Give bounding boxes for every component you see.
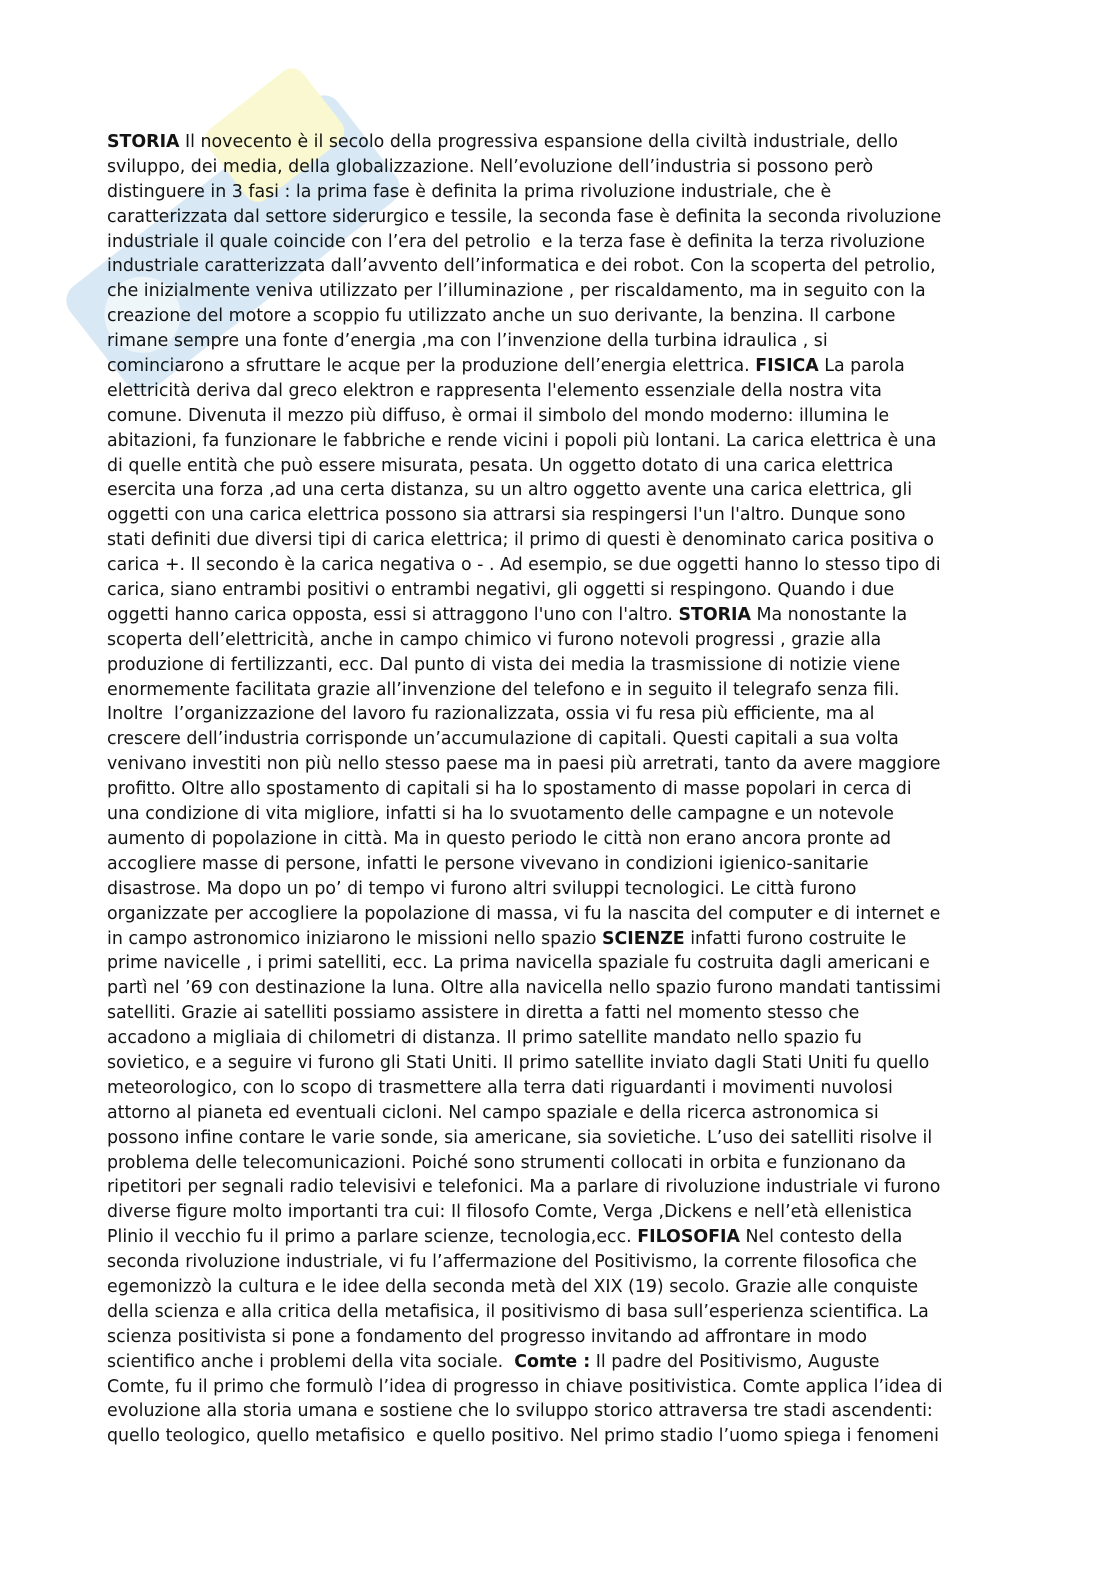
text-line [107, 902, 1007, 927]
text-segment: enormemente facilitata grazie all’invenzione del telefono e in seguito il telegrafo senza fili. [107, 679, 900, 700]
text-segment: organizzate per accogliere la popolazione di massa, vi fu la nascita del computer e di internet e [107, 903, 941, 924]
text-segment: Il padre del Positivismo, Auguste [590, 1351, 880, 1372]
text-segment: elettricità deriva dal greco elektron e rappresenta l'elemento essenziale della nostra vita [107, 380, 882, 401]
text-segment: crescere dell’industria corrisponde un’accumulazione di capitali. Questi capitali a sua volta [107, 729, 899, 750]
text-segment: sviluppo, dei media, della globalizzazione. Nell’evoluzione dell’industria si possono però [107, 156, 874, 177]
section-heading: FISICA [755, 356, 819, 377]
text-line [107, 155, 1007, 180]
text-line [107, 1325, 1007, 1350]
text-line [107, 976, 1007, 1001]
text-line [107, 1026, 1007, 1051]
section-heading: SCIENZE [602, 928, 685, 949]
text-line [107, 727, 1007, 752]
text-segment: Ma nonostante la [750, 604, 908, 625]
text-segment: Il novecento è il secolo della progressiva espansione della civiltà industriale, dello [179, 132, 899, 152]
text-line [107, 130, 1007, 155]
text-line [107, 1225, 1007, 1250]
text-line [107, 628, 1007, 653]
text-segment: venivano investiti non più nello stesso paese ma in paesi più arretrati, tanto da avere maggiore [107, 754, 941, 775]
text-line [107, 1275, 1007, 1300]
text-segment: creazione del motore a scoppio fu utilizzato anche un suo derivante, la benzina. Il carbone [107, 306, 896, 327]
text-line [107, 1375, 1007, 1400]
text-segment: problema delle telecomunicazioni. Poiché sono strumenti collocati in orbita e funzionano da [107, 1152, 907, 1173]
text-line [107, 354, 1007, 379]
text-line [107, 1101, 1007, 1126]
text-line [107, 329, 1007, 354]
text-line [107, 230, 1007, 255]
text-segment: scientifico anche i problemi della vita sociale. [107, 1351, 515, 1372]
text-line [107, 752, 1007, 777]
text-segment: attorno al pianeta ed eventuali cicloni. Nel campo spaziale e della ricerca astronomica si [107, 1102, 879, 1123]
text-segment: scienza positivista si pone a fondamento del progresso invitando ad affrontare in modo [107, 1326, 867, 1347]
text-segment: egemonizzò la cultura e le idee della seconda metà del XIX (19) secolo. Grazie alle conquiste [107, 1276, 919, 1297]
text-segment: ripetitori per segnali radio televisivi e telefonici. Ma a parlare di rivoluzione industriale vi furono [107, 1177, 941, 1198]
text-line [107, 404, 1007, 429]
text-line [107, 653, 1007, 678]
text-segment: cominciarono a sfruttare le acque per la produzione dell’energia elettrica. [107, 356, 756, 377]
text-line [107, 927, 1007, 952]
text-segment: distinguere in 3 fasi : la prima fase è definita la prima rivoluzione industriale, che è [107, 181, 832, 202]
document-body [107, 130, 1007, 1449]
text-segment: in campo astronomico iniziarono le missioni nello spazio [107, 928, 602, 949]
text-segment: disastrose. Ma dopo un po’ di tempo vi furono altri sviluppi tecnologici. Le città furono [107, 878, 857, 899]
text-segment: abitazioni, fa funzionare le fabbriche e rende vicini i popoli più lontani. La carica elettrica è una [107, 430, 937, 451]
text-segment: comune. Divenuta il mezzo più diffuso, è ormai il simbolo del mondo moderno: illumina le [107, 405, 890, 426]
text-line [107, 1300, 1007, 1325]
text-segment: della scienza e alla critica della metafisica, il positivismo di basa sull’esperienza scientifica. La [107, 1301, 929, 1322]
text-line [107, 1175, 1007, 1200]
text-line [107, 454, 1007, 479]
section-heading: FILOSOFIA [637, 1227, 740, 1248]
text-line [107, 827, 1007, 852]
text-line [107, 702, 1007, 727]
text-segment: accogliere masse di persone, infatti le persone vivevano in condizioni igienico-sanitarie [107, 853, 869, 874]
text-line [107, 1126, 1007, 1151]
text-line [107, 678, 1007, 703]
text-line [107, 603, 1007, 628]
text-segment: profitto. Oltre allo spostamento di capitali si ha lo spostamento di masse popolari in cerca di [107, 779, 912, 800]
text-line [107, 777, 1007, 802]
section-heading: Comte : [514, 1351, 591, 1372]
text-line [107, 1076, 1007, 1101]
text-line [107, 528, 1007, 553]
text-segment: satelliti. Grazie ai satelliti possiamo assistere in diretta a fatti nel momento stesso che [107, 1003, 860, 1024]
text-segment: accadono a migliaia di chilometri di distanza. Il primo satellite mandato nello spazio fu [107, 1028, 862, 1049]
text-segment: quello teologico, quello metafisico e quello positivo. Nel primo stadio l’uomo spiega i fenomeni [107, 1426, 939, 1447]
text-line [107, 951, 1007, 976]
text-segment: oggetti hanno carica opposta, essi si attraggono l'uno con l'altro. [107, 604, 679, 625]
text-line [107, 478, 1007, 503]
text-segment: prime navicelle , i primi satelliti, ecc. La prima navicella spaziale fu costruita dagli americani e [107, 953, 930, 974]
text-line [107, 1051, 1007, 1076]
text-line [107, 254, 1007, 279]
text-line [107, 304, 1007, 329]
text-line [107, 1001, 1007, 1026]
text-line [107, 1250, 1007, 1275]
text-segment: carica, siano entrambi positivi o entrambi negativi, gli oggetti si respingono. Quando i due [107, 580, 895, 601]
text-line [107, 852, 1007, 877]
text-segment: Comte, fu il primo che formulò l’idea di progresso in chiave positivistica. Comte applica l’idea di [107, 1376, 943, 1397]
text-line [107, 553, 1007, 578]
text-line [107, 802, 1007, 827]
section-heading: STORIA [678, 604, 751, 625]
text-segment: partì nel ’69 con destinazione la luna. Oltre alla navicella nello spazio furono mandati tantissimi [107, 978, 941, 999]
text-segment: stati definiti due diversi tipi di carica elettrica; il primo di questi è denominato carica positiva o [107, 530, 935, 551]
text-segment: produzione di fertilizzanti, ecc. Dal punto di vista dei media la trasmissione di notizie viene [107, 654, 901, 675]
text-segment: Inoltre l’organizzazione del lavoro fu razionalizzata, ossia vi fu resa più efficiente, ma al [107, 704, 875, 725]
text-segment: infatti furono costruite le [684, 928, 907, 949]
text-segment: di quelle entità che può essere misurata, pesata. Un oggetto dotato di una carica elettrica [107, 455, 894, 476]
text-line [107, 429, 1007, 454]
text-segment: oggetti con una carica elettrica possono sia attrarsi sia respingersi l'un l'altro. Dunque sono [107, 505, 906, 526]
text-segment: una condizione di vita migliore, infatti si ha lo svuotamento delle campagne e un notevole [107, 804, 894, 825]
text-segment: Plinio il vecchio fu il primo a parlare scienze, tecnologia,ecc. [107, 1227, 638, 1248]
text-line [107, 1424, 1007, 1449]
text-segment: rimane sempre una fonte d’energia ,ma con l’invenzione della turbina idraulica , si [107, 331, 828, 352]
text-segment: seconda rivoluzione industriale, vi fu l’affermazione del Positivismo, la corrente filosofica che [107, 1252, 917, 1273]
text-segment: che inizialmente veniva utilizzato per l’illuminazione , per riscaldamento, ma in seguito con la [107, 281, 926, 302]
text-segment: possono infine contare le varie sonde, sia americane, sia sovietiche. L’uso dei satelliti risolve il [107, 1127, 933, 1148]
text-line [107, 578, 1007, 603]
text-line [107, 205, 1007, 230]
text-segment: caratterizzata dal settore siderurgico e tessile, la seconda fase è definita la seconda rivoluzione [107, 206, 942, 227]
text-segment: evoluzione alla storia umana e sostiene che lo sviluppo storico attraversa tre stadi ascendenti: [107, 1401, 933, 1422]
text-segment: La parola [818, 356, 905, 377]
text-segment: industriale caratterizzata dall’avvento dell’informatica e dei robot. Con la scoperta del petrolio, [107, 256, 936, 277]
section-heading: STORIA [107, 132, 180, 152]
text-segment: industriale il quale coincide con l’era del petrolio e la terza fase è definita la terza rivoluzione [107, 231, 925, 252]
text-segment: diverse figure molto importanti tra cui: Il filosofo Comte, Verga ,Dickens e nell’età ellenistica [107, 1202, 913, 1223]
text-line [107, 1151, 1007, 1176]
text-line [107, 503, 1007, 528]
text-line [107, 1399, 1007, 1424]
text-line [107, 180, 1007, 205]
text-segment: meteorologico, con lo scopo di trasmettere alla terra dati riguardanti i movimenti nuvolosi [107, 1077, 893, 1098]
text-segment: sovietico, e a seguire vi furono gli Stati Uniti. Il primo satellite inviato dagli Stati Uniti fu quello [107, 1052, 930, 1073]
text-segment: aumento di popolazione in città. Ma in questo periodo le città non erano ancora pronte ad [107, 828, 892, 849]
text-line [107, 279, 1007, 304]
text-segment: Nel contesto della [739, 1227, 903, 1248]
text-line [107, 379, 1007, 404]
text-segment: carica +. Il secondo è la carica negativa o - . Ad esempio, se due oggetti hanno lo stesso tipo di [107, 555, 941, 576]
text-segment: scoperta dell’elettricità, anche in campo chimico vi furono notevoli progressi , grazie alla [107, 629, 882, 650]
text-line [107, 1350, 1007, 1375]
text-segment: esercita una forza ,ad una certa distanza, su un altro oggetto avente una carica elettrica, gli [107, 480, 913, 501]
text-line [107, 877, 1007, 902]
text-line [107, 1200, 1007, 1225]
